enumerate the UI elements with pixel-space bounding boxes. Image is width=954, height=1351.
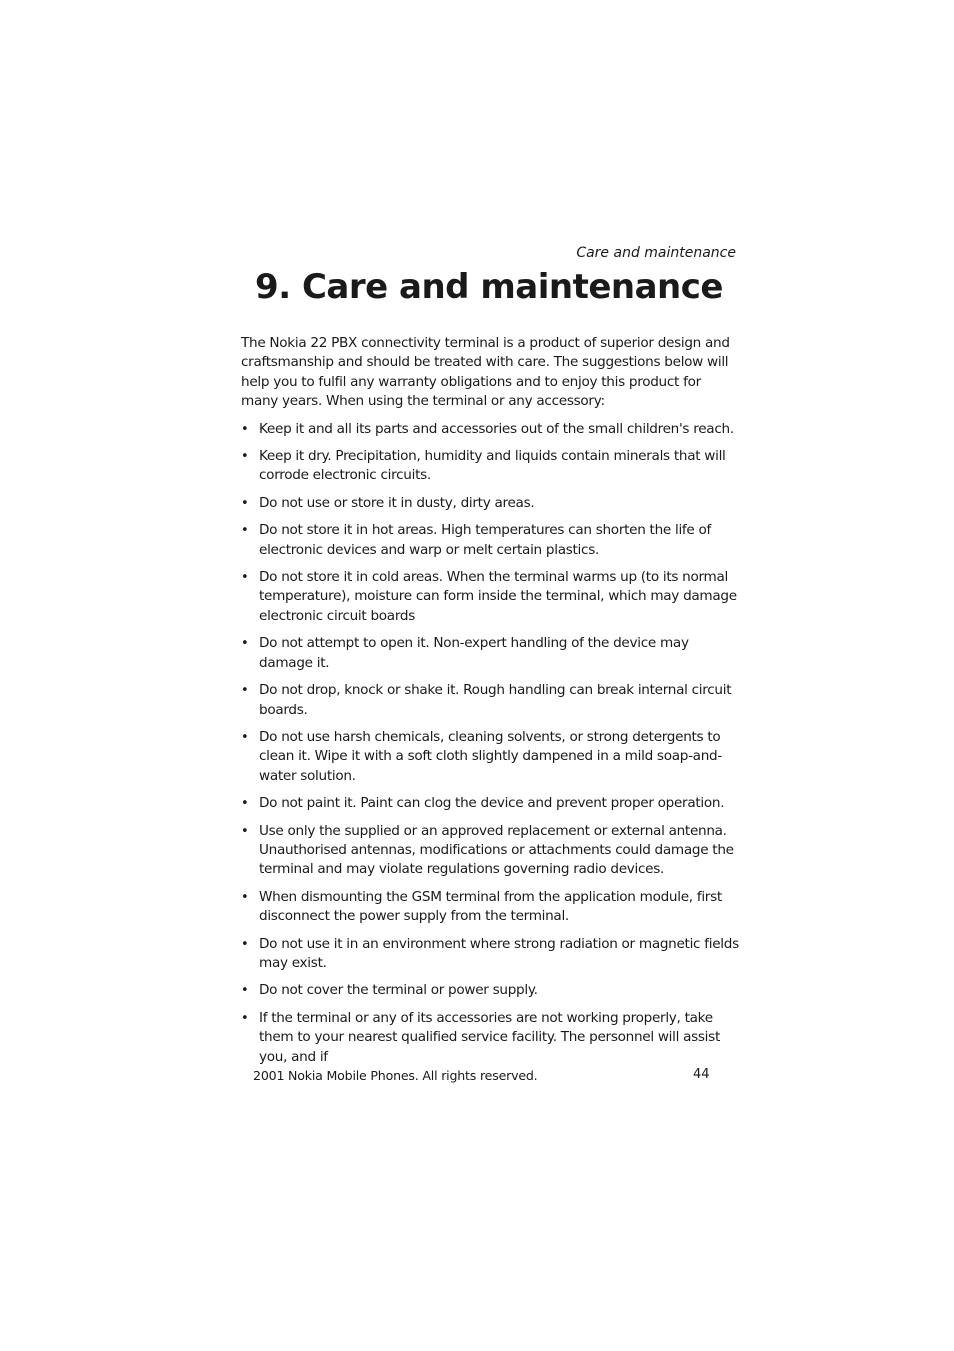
list-item [241, 822, 740, 880]
list-item [241, 935, 740, 974]
list-item [241, 634, 740, 673]
list-item-text: Use only the supplied or an approved replacement or external antenna. Unauthorised antennas, modifications or attachments could damage the terminal and may violate regulations governing radio devices. [259, 822, 734, 878]
bullet-icon: • [241, 495, 249, 511]
body-content [241, 334, 740, 1075]
list-item [241, 981, 740, 1000]
list-item [241, 794, 740, 813]
list-item [241, 728, 740, 786]
bullet-icon: • [241, 1010, 249, 1026]
list-item-text: If the terminal or any of its accessories are not working properly, take them to your nearest qualified service facility. The personnel will assist you, and if [259, 1009, 720, 1065]
bullet-icon: • [241, 729, 249, 745]
list-item [241, 521, 740, 560]
bullet-icon: • [241, 421, 249, 437]
list-item-text: Keep it and all its parts and accessories out of the small children's reach. [259, 420, 734, 437]
list-item-text: Do not use or store it in dusty, dirty areas. [259, 494, 535, 511]
bullet-icon: • [241, 796, 249, 812]
list-item-text: Do not store it in hot areas. High temperatures can shorten the life of electronic devices and warp or melt certain plastics. [259, 522, 711, 558]
list-item-text: Do not drop, knock or shake it. Rough handling can break internal circuit boards. [259, 682, 732, 718]
list-item-text: Do not paint it. Paint can clog the device and prevent proper operation. [259, 795, 725, 812]
bullet-icon: • [241, 636, 249, 652]
footer-copyright: 2001 Nokia Mobile Phones. All rights reserved. [253, 1068, 538, 1083]
bullet-icon: • [241, 983, 249, 999]
list-item-text: Do not use harsh chemicals, cleaning solvents, or strong detergents to clean it. Wipe it with a soft cloth slightly dampened in a mild soap-and-water solution. [259, 728, 722, 784]
bullet-icon: • [241, 823, 249, 839]
bullet-icon: • [241, 936, 249, 952]
chapter-title: 9. Care and maintenance [255, 267, 723, 307]
list-item [241, 681, 740, 720]
list-item [241, 494, 740, 513]
list-item-text: Keep it dry. Precipitation, humidity and liquids contain minerals that will corrode electronic circuits. [259, 448, 726, 484]
list-item [241, 420, 740, 439]
list-item-text: When dismounting the GSM terminal from the application module, first disconnect the power supply from the terminal. [259, 888, 722, 925]
bullet-icon: • [241, 683, 249, 699]
intro-paragraph: The Nokia 22 PBX connectivity terminal is a product of superior design and craftsmanship and should be treated with care. The suggestions below will help you to fulfil any warranty obligations and to enjoy this product for many years. When using the terminal or any accessory: [241, 335, 730, 410]
list-item [241, 447, 740, 486]
list-item [241, 888, 740, 927]
care-bullet-list [241, 420, 740, 1067]
list-item-text: Do not use it in an environment where strong radiation or magnetic fields may exist. [259, 935, 739, 971]
list-item [241, 1009, 740, 1067]
bullet-icon: • [241, 570, 249, 586]
list-item [241, 568, 740, 626]
bullet-icon: • [241, 523, 249, 539]
list-item-text: Do not cover the terminal or power supply. [259, 982, 538, 999]
list-item-text: Do not attempt to open it. Non-expert handling of the device may damage it. [259, 635, 689, 671]
running-header: Care and maintenance [576, 245, 736, 261]
bullet-icon: • [241, 449, 249, 465]
page-number: 44 [693, 1067, 710, 1082]
bullet-icon: • [241, 889, 249, 905]
list-item-text: Do not store it in cold areas. When the terminal warms up (to its normal temperature), moisture can form inside the terminal, which may damage electronic circuit boards [259, 569, 737, 624]
